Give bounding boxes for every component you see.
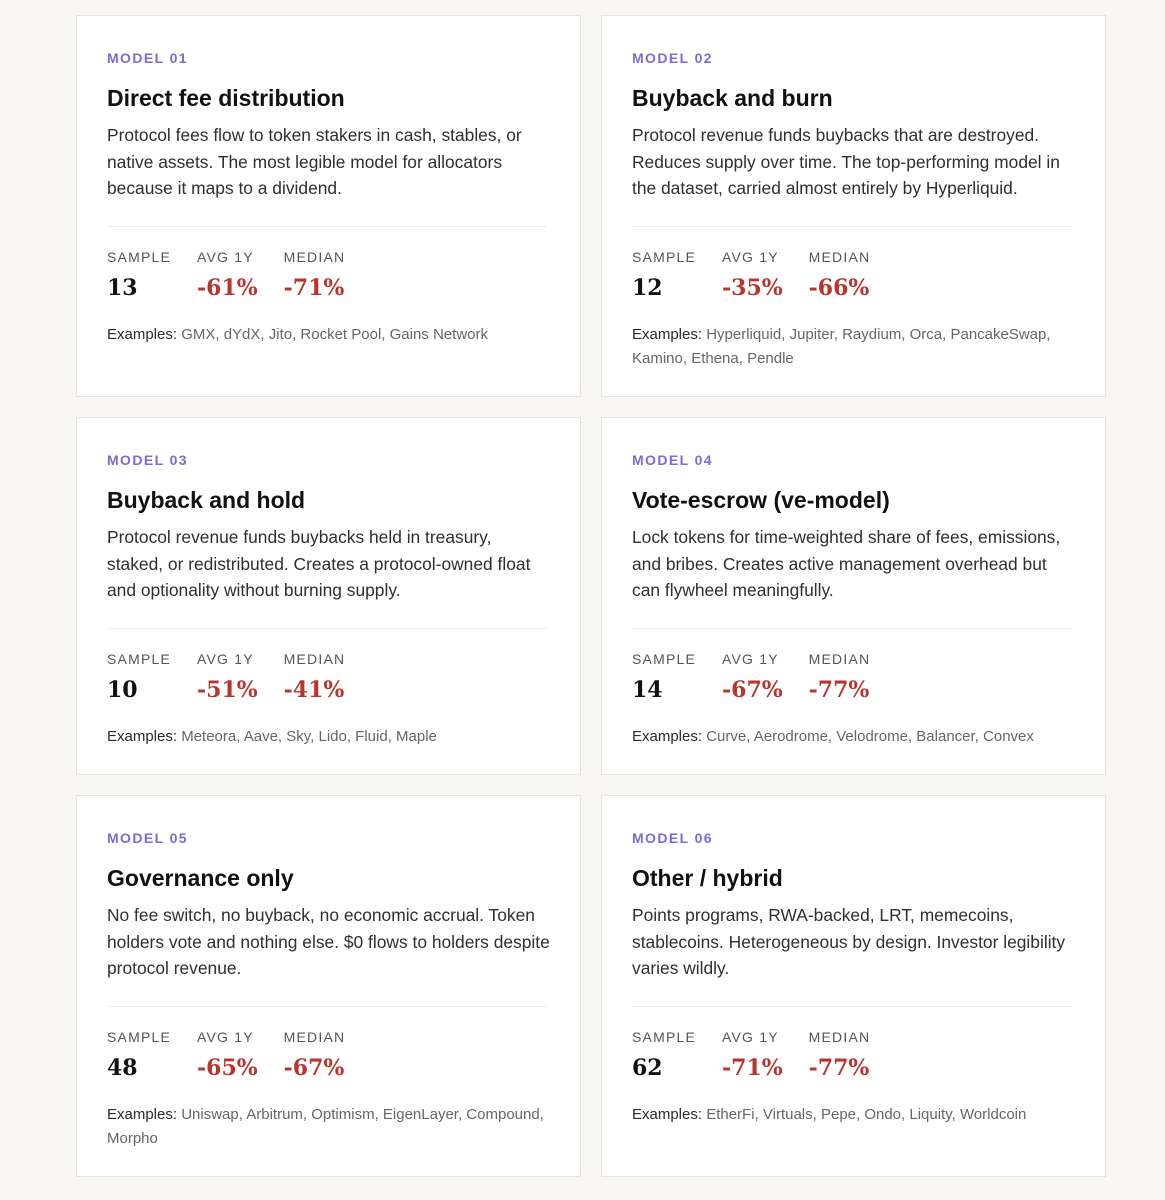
stat-avg	[197, 1029, 258, 1081]
stat-median	[284, 651, 346, 703]
examples-label: Examples:	[107, 1105, 178, 1123]
stat-median	[809, 249, 871, 301]
stat-label-median: MEDIAN	[283, 248, 346, 265]
examples-line	[632, 1103, 1075, 1128]
divider	[632, 628, 1071, 629]
stat-sample	[632, 249, 696, 301]
examples-line	[107, 1103, 550, 1152]
stat-label-sample: SAMPLE	[107, 248, 171, 265]
stats-row	[107, 249, 550, 301]
stat-value-median: -66%	[808, 274, 870, 301]
model-description: Protocol revenue funds buybacks that are destroyed. Reduces supply over time. The top-performing model in the dataset, carried almost entirely by Hyperliquid.	[632, 125, 1060, 199]
divider	[107, 628, 546, 629]
stat-value-avg: -51%	[197, 676, 258, 703]
divider	[632, 226, 1071, 227]
model-kicker: MODEL 02	[632, 50, 713, 66]
stat-value-avg: -71%	[722, 1054, 783, 1081]
model-title: Buyback and burn	[632, 85, 833, 111]
stat-value-sample: 13	[107, 274, 138, 301]
divider	[107, 1006, 546, 1007]
stat-label-avg: AVG 1Y	[722, 650, 779, 667]
stat-value-avg: -67%	[722, 676, 783, 703]
examples-line	[107, 725, 550, 750]
examples-line	[632, 725, 1075, 750]
stats-row	[632, 651, 1075, 703]
stat-sample	[632, 651, 696, 703]
model-kicker: MODEL 05	[107, 830, 188, 846]
stat-value-avg: -65%	[197, 1054, 258, 1081]
stat-median	[809, 651, 871, 703]
model-title: Buyback and hold	[107, 487, 306, 513]
stat-value-avg: -35%	[722, 274, 783, 301]
stat-value-avg: -61%	[197, 274, 258, 301]
stat-value-median: -77%	[808, 676, 870, 703]
stat-label-avg: AVG 1Y	[197, 650, 254, 667]
stats-row	[107, 651, 550, 703]
stat-label-avg: AVG 1Y	[197, 1028, 254, 1045]
stat-value-median: -41%	[283, 676, 345, 703]
stat-label-sample: SAMPLE	[632, 650, 696, 667]
stat-label-sample: SAMPLE	[632, 1028, 696, 1045]
stat-label-median: MEDIAN	[283, 1028, 346, 1045]
divider	[632, 1006, 1071, 1007]
examples-list: EtherFi, Virtuals, Pepe, Ondo, Liquity, Worldcoin	[706, 1105, 1027, 1123]
model-description: No fee switch, no buyback, no economic accrual. Token holders vote and nothing else. $0 flows to holders despite protocol revenue.	[107, 905, 550, 979]
stat-sample	[632, 1029, 696, 1081]
stat-label-avg: AVG 1Y	[722, 1028, 779, 1045]
stat-label-avg: AVG 1Y	[197, 248, 254, 265]
stat-value-median: -71%	[283, 274, 345, 301]
examples-list: Uniswap, Arbitrum, Optimism, EigenLayer, Compound, Morpho	[107, 1105, 544, 1148]
stat-label-median: MEDIAN	[808, 1028, 871, 1045]
model-card-03	[76, 417, 581, 775]
stat-median	[809, 1029, 871, 1081]
model-title: Direct fee distribution	[107, 85, 345, 111]
model-title: Other / hybrid	[632, 865, 783, 891]
stat-label-avg: AVG 1Y	[722, 248, 779, 265]
stat-label-median: MEDIAN	[808, 650, 871, 667]
examples-list: Meteora, Aave, Sky, Lido, Fluid, Maple	[181, 727, 437, 745]
stat-label-median: MEDIAN	[808, 248, 871, 265]
model-description: Points programs, RWA-backed, LRT, memecoins, stablecoins. Heterogeneous by design. Investor legibility varies wildly.	[632, 905, 1066, 979]
stats-row	[107, 1029, 550, 1081]
stat-median	[284, 249, 346, 301]
stats-row	[632, 1029, 1075, 1081]
stat-value-sample: 62	[632, 1054, 663, 1081]
model-title: Vote-escrow (ve-model)	[632, 487, 890, 513]
stat-value-median: -77%	[808, 1054, 870, 1081]
model-description: Protocol revenue funds buybacks held in treasury, staked, or redistributed. Creates a protocol-owned float and optionality without burning supply.	[107, 527, 531, 601]
model-card-02	[601, 15, 1106, 397]
examples-label: Examples:	[107, 727, 178, 745]
stat-value-sample: 48	[107, 1054, 138, 1081]
stat-label-sample: SAMPLE	[107, 1028, 171, 1045]
stat-sample	[107, 1029, 171, 1081]
stat-avg	[722, 1029, 783, 1081]
examples-label: Examples:	[632, 325, 703, 343]
model-card-06	[601, 795, 1106, 1177]
model-card-05	[76, 795, 581, 1177]
stat-label-sample: SAMPLE	[107, 650, 171, 667]
model-kicker: MODEL 06	[632, 830, 713, 846]
stat-value-sample: 14	[632, 676, 663, 703]
stat-sample	[107, 651, 171, 703]
examples-line	[107, 323, 550, 348]
examples-list: GMX, dYdX, Jito, Rocket Pool, Gains Network	[181, 325, 488, 343]
stats-row	[632, 249, 1075, 301]
examples-label: Examples:	[107, 325, 178, 343]
model-title: Governance only	[107, 865, 294, 891]
divider	[107, 226, 546, 227]
stat-label-median: MEDIAN	[283, 650, 346, 667]
examples-line	[632, 323, 1075, 372]
examples-label: Examples:	[632, 1105, 703, 1123]
stat-value-sample: 10	[107, 676, 138, 703]
model-kicker: MODEL 03	[107, 452, 188, 468]
model-kicker: MODEL 04	[632, 452, 713, 468]
examples-list: Hyperliquid, Jupiter, Raydium, Orca, PancakeSwap, Kamino, Ethena, Pendle	[632, 325, 1051, 368]
stat-median	[284, 1029, 346, 1081]
stat-label-sample: SAMPLE	[632, 248, 696, 265]
stat-value-sample: 12	[632, 274, 663, 301]
examples-list: Curve, Aerodrome, Velodrome, Balancer, Convex	[706, 727, 1034, 745]
model-description: Protocol fees flow to token stakers in cash, stables, or native assets. The most legible model for allocators because it maps to a dividend.	[107, 125, 522, 199]
model-card-04	[601, 417, 1106, 775]
stat-avg	[722, 249, 783, 301]
model-kicker: MODEL 01	[107, 50, 188, 66]
stat-avg	[197, 651, 258, 703]
stat-avg	[722, 651, 783, 703]
stat-value-median: -67%	[283, 1054, 345, 1081]
model-description: Lock tokens for time-weighted share of fees, emissions, and bribes. Creates active management overhead but can flywheel meaningfully.	[632, 527, 1061, 601]
stat-sample	[107, 249, 171, 301]
model-card-01	[76, 15, 581, 397]
stat-avg	[197, 249, 258, 301]
examples-label: Examples:	[632, 727, 703, 745]
